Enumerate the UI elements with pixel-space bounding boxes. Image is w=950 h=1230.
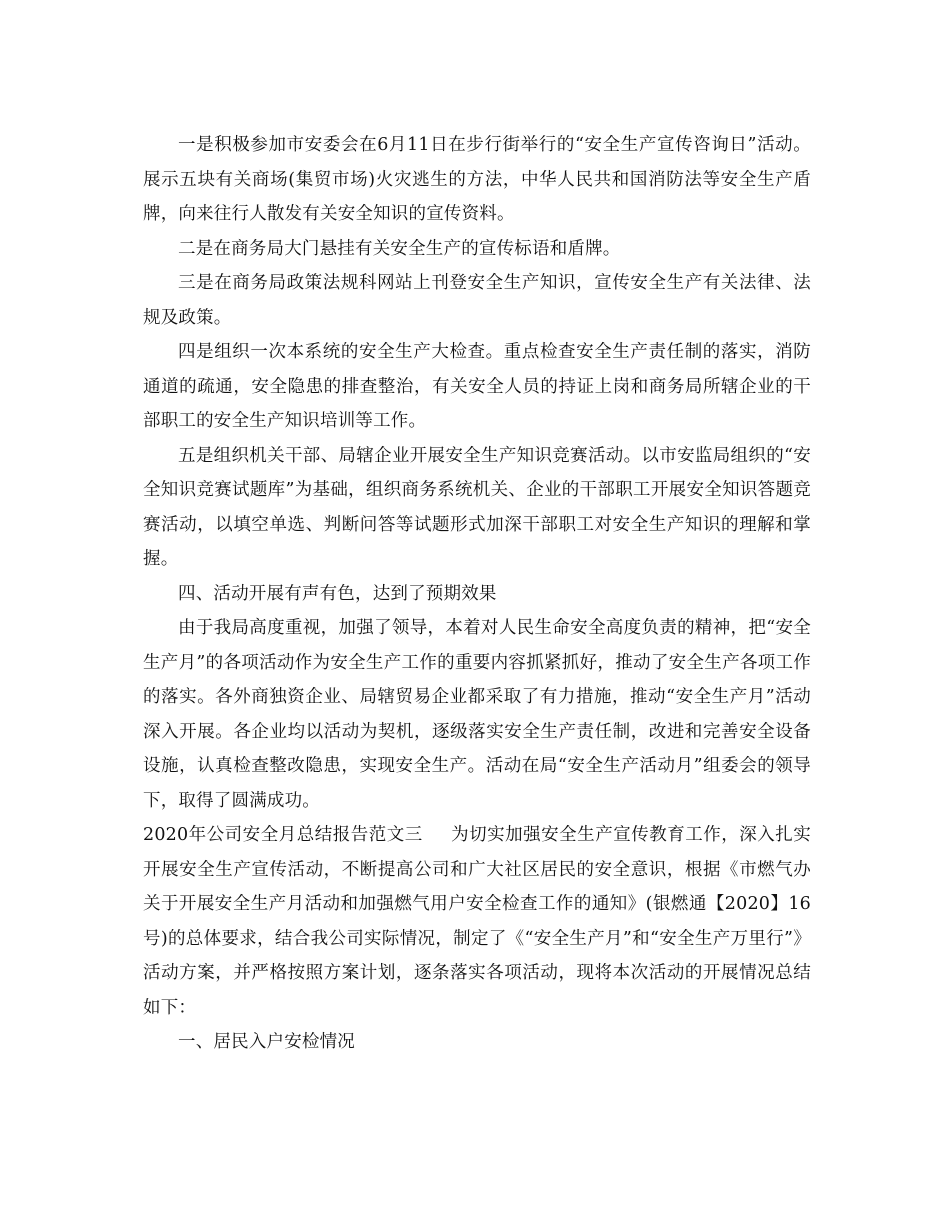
heading-resident-inspection: 一、居民入户安检情况 — [178, 1032, 355, 1052]
paragraph-results: 由于我局高度重视，加强了领导，本着对人民生命安全高度负责的精神，把“安全生产月”的各项活动作为安全生产工作的重要内容抓紧抓好，推动了安全生产各项工作的落实。各外商独资企业、局辖贸易企业都采取了有力措施，推动“安全生产月”活动深入开展。各企业均以活动为契机，逐级落实安全生产责任制，改进和完善安全设备设施，认真检查整改隐患，实现安全生产。活动在局“安全生产活动月”组委会的领导下，取得了圆满成功。 — [143, 618, 811, 811]
paragraph-activity-2: 二是在商务局大门悬挂有关安全生产的宣传标语和盾牌。 — [178, 238, 621, 259]
paragraph-activity-5: 五是组织机关干部、局辖企业开展安全生产知识竞赛活动。以市安监局组织的“安全知识竞赛试题库”为基础，组织商务系统机关、企业的干部职工开展安全知识答题竞赛活动，以填空单选、判断问答等试题形式加深干部职工对安全生产知识的理解和掌握。 — [143, 445, 811, 569]
section-intro — [143, 818, 811, 1025]
heading-results: 四、活动开展有声有色，达到了预期效果 — [178, 583, 497, 604]
paragraph-activity-3: 三是在商务局政策法规科网站上刊登安全生产知识，宣传安全生产有关法律、法规及政策。 — [143, 273, 811, 328]
section-title: 2020年公司安全月总结报告范文三 — [143, 825, 423, 845]
document-body — [143, 128, 811, 1060]
paragraph-activity-4: 四是组织一次本系统的安全生产大检查。重点检查安全生产责任制的落实，消防通道的疏通，安全隐患的排查整治，有关安全人员的持证上岗和商务局所辖企业的干部职工的安全生产知识培训等工作。 — [143, 342, 811, 431]
section-body: 为切实加强安全生产宣传教育工作，深入扎实开展安全生产宣传活动，不断提高公司和广大社区居民的安全意识，根据《市燃气办关于开展安全生产月活动和加强燃气用户安全检查工作的通知》(银燃通【2020】16号)的总体要求，结合我公司实际情况，制定了《“安全生产月”和“安全生产万里行”》活动方案，并严格按照方案计划，逐条落实各项活动，现将本次活动的开展情况总结如下： — [143, 825, 812, 1018]
paragraph-activity-1: 一是积极参加市安委会在6月11日在步行街举行的“安全生产宣传咨询日”活动。展示五块有关商场(集贸市场)火灾逃生的方法，中华人民共和国消防法等安全生产盾牌，向来往行人散发有关安全知识的宣传资料。 — [143, 135, 811, 224]
